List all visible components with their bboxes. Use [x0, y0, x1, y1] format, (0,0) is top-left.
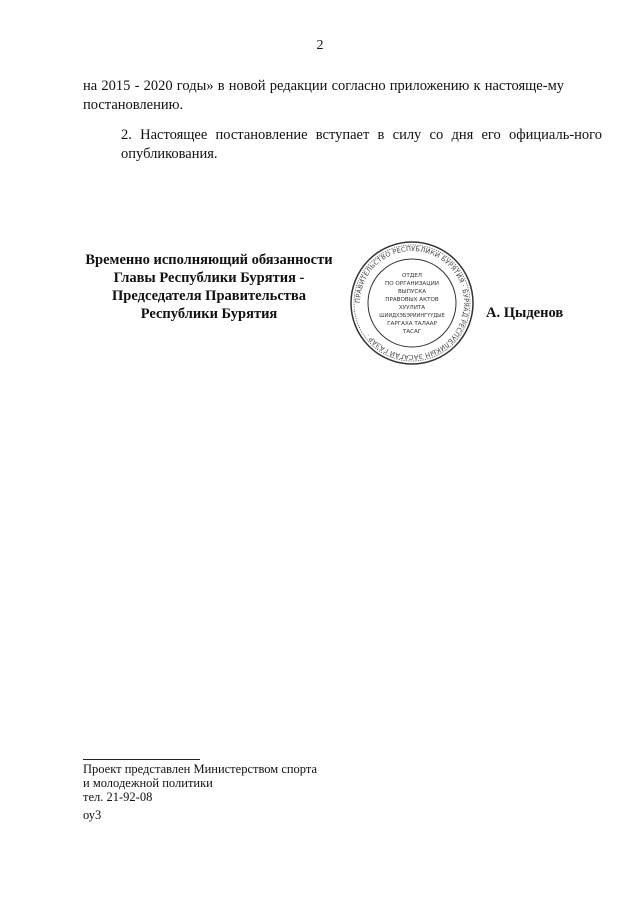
signer-title-line: Главы Республики Бурятия - [113, 270, 305, 286]
paragraph-1: на 2015 - 2020 годы» в новой редакции согласно приложению к настояще-му постановлению. [83, 78, 564, 113]
footnote [83, 762, 317, 804]
seal-center-line: ПО ОРГАНИЗАЦИИ [385, 281, 439, 287]
signer-title [80, 251, 338, 323]
footnote-line: Проект представлен Министерством спорта [83, 762, 318, 776]
official-seal [349, 240, 475, 366]
seal-center-line: ОТДЕЛ [402, 273, 422, 279]
seal-center-line: ШИИДХЭБЭРИИНГҮҮДЫЕ [379, 313, 445, 319]
footnote-divider [83, 759, 200, 760]
document-code: оу3 [83, 808, 102, 822]
footnote-line: и молодежной политики [83, 776, 213, 790]
seal-outer-ring [351, 242, 473, 364]
seal-center-line: ХУУЛИТА [398, 305, 426, 311]
seal-center-line: ТАСАГ [402, 329, 422, 335]
signer-title-line: Республики Бурятия [140, 306, 278, 322]
signer-title-line: Председателя Правительства [112, 288, 306, 304]
seal-ring-text: ПРАВИТЕЛЬСТВО РЕСПУБЛИКИ БУРЯТИЯ · БУРЯАД РЕСПУБЛИКЫН ЗАСАГАЙ ГАЗАР · [353, 244, 471, 362]
seal-center-line: ГАРГАХА ТАЛААР [387, 321, 437, 327]
footnote-line: тел. 21-92-08 [83, 790, 153, 804]
paragraph-2: 2. Настоящее постановление вступает в силу со дня его официаль-ного опубликования. [121, 127, 602, 162]
seal-center-line: ПРАВОВЫХ АКТОВ [385, 297, 439, 303]
page-number: 2 [316, 38, 324, 53]
signer-name: А. Цыденов [486, 305, 564, 321]
seal-center-line: ВЫПУСКА [397, 289, 427, 295]
signer-title-line: Временно исполняющий обязанности [85, 252, 333, 268]
